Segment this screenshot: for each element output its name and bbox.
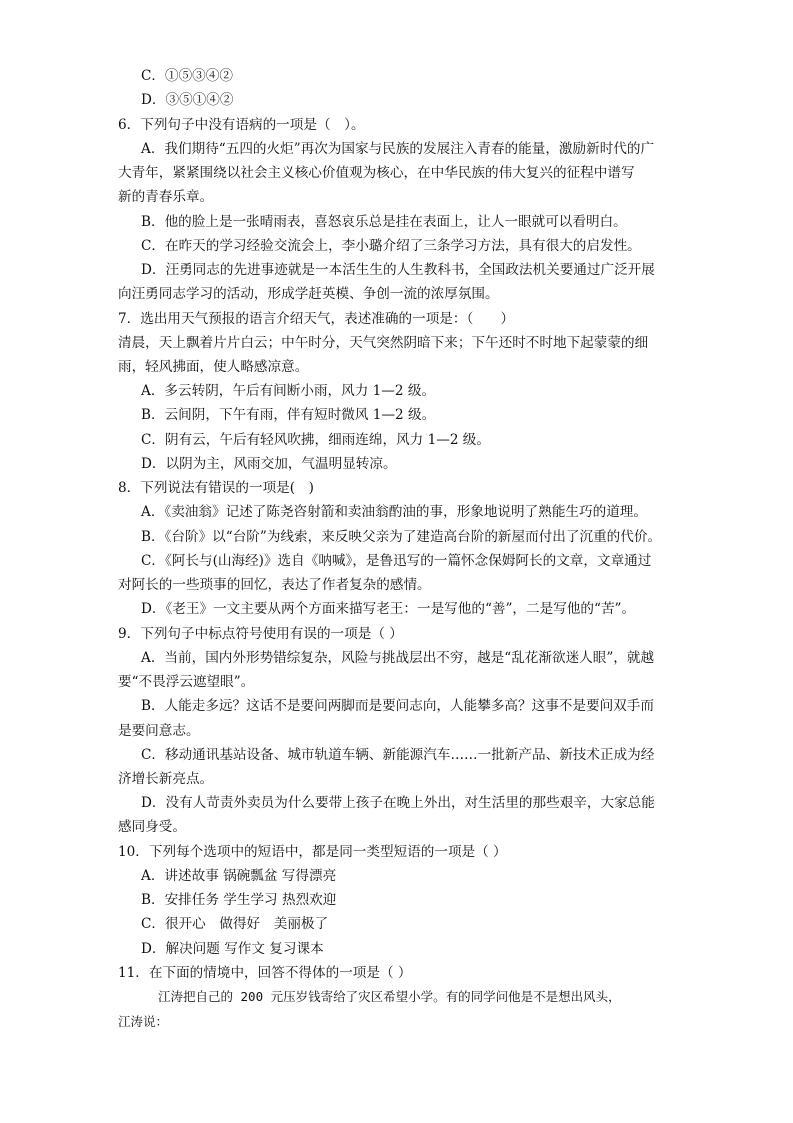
q11-scenario: 江涛把自己的 200 元压岁钱寄给了灾区希望小学。有的同学问他是不是想出风头， <box>158 989 621 1004</box>
question-7: 7．选出用天气预报的语言介绍天气，表述准确的一项是：（ ） <box>118 311 515 327</box>
q9-option-d-cont: 感同身受。 <box>118 819 186 835</box>
q9-option-a: A．当前，国内外形势错综复杂，风险与挑战层出不穷，越是“乱花渐欲迷人眼”，就越 <box>141 650 655 666</box>
q10-option-c: C．很开心 做得好 美丽极了 <box>141 916 329 932</box>
q6-option-c: C．在昨天的学习经验交流会上，李小璐介绍了三条学习方法，具有很大的启发性。 <box>141 238 641 254</box>
q10-option-d: D．解决问题 写作文 复习课本 <box>141 941 324 957</box>
q7-option-d: D．以阴为主，风雨交加，气温明显转凉。 <box>141 456 397 472</box>
q6-option-d: D．汪勇同志的先进事迹就是一本活生生的人生教科书，全国政法机关要通过广泛开展 <box>141 262 655 278</box>
question-8: 8．下列说法有错误的一项是( ) <box>118 480 314 496</box>
q8-option-c-cont: 对阿长的一些琐事的回忆，表达了作者复杂的感情。 <box>118 577 431 593</box>
q6-option-a: A．我们期待“五四的火炬”再次为国家与民族的发展注入青春的能量，激励新时代的广 <box>141 141 655 157</box>
q7-option-a: A．多云转阴，午后有间断小雨，风力 1—2 级。 <box>141 383 436 399</box>
question-6: 6．下列句子中没有语病的一项是（ ）。 <box>118 117 365 133</box>
q9-option-b-cont: 是要问意志。 <box>118 723 200 739</box>
q9-option-b: B．人能走多远？这话不是要问两脚而是要问志向，人能攀多高？这事不是要问双手而 <box>141 698 654 714</box>
q8-option-b: B．《台阶》以“台阶”为线索，来反映父亲为了建造高台阶的新屋而付出了沉重的代价。 <box>141 529 662 545</box>
question-10: 10．下列每个选项中的短语中，都是同一类型短语的一项是（ ） <box>118 844 507 860</box>
q9-option-c: C．移动通讯基站设备、城市轨道车辆、新能源汽车……一批新产品、新技术正成为经 <box>141 747 655 763</box>
q7-option-c: C．阴有云，午后有轻风吹拂，细雨连绵，风力 1—2 级。 <box>141 432 490 448</box>
q6-option-a-cont: 大青年，紧紧围绕以社会主义核心价值观为核心，在中华民族的伟大复兴的征程中谱写 <box>118 165 635 181</box>
q9-option-a-cont: 要“不畏浮云遮望眼”。 <box>118 674 255 690</box>
option-c-q5: C．①⑤③④② <box>141 68 233 84</box>
q8-option-c: C．《阿长与(山海经)》选自《呐喊》，是鲁迅写的一篇怀念保姆阿长的文章，文章通过 <box>141 553 652 569</box>
q7-passage-cont: 雨，轻风拂面，使人略感凉意。 <box>118 359 309 375</box>
option-d-q5: D．③⑤①④② <box>141 92 234 108</box>
q10-option-b: B．安排任务 学生学习 热烈欢迎 <box>141 892 337 908</box>
q9-option-c-cont: 济增长新亮点。 <box>118 771 214 787</box>
q7-passage: 清晨，天上飘着片片白云；中午时分，天气突然阴暗下来；下午还时不时地下起蒙蒙的细 <box>118 335 649 351</box>
q6-option-a-cont2: 新的青春乐章。 <box>118 189 214 205</box>
q6-option-d-cont: 向汪勇同志学习的活动，形成学赶英模、争创一流的浓厚氛围。 <box>118 286 499 302</box>
q6-option-b: B．他的脸上是一张晴雨表，喜怒哀乐总是挂在表面上，让人一眼就可以看明白。 <box>141 214 627 230</box>
q7-option-b: B．云间阴，下午有雨，伴有短时微风 1—2 级。 <box>141 407 436 423</box>
q8-option-d: D．《老王》一文主要从两个方面来描写老王：一是写他的“善”，二是写他的“苦”。 <box>141 601 636 617</box>
q8-option-a: A．《卖油翁》记述了陈尧咨射箭和卖油翁酌油的事，形象地说明了熟能生巧的道理。 <box>141 504 647 520</box>
q11-scenario-cont: 江涛说： <box>118 1014 169 1029</box>
q9-option-d: D．没有人苛责外卖员为什么要带上孩子在晚上外出，对生活里的那些艰辛，大家总能 <box>141 795 655 811</box>
question-9: 9．下列句子中标点符号使用有误的一项是（ ） <box>118 626 403 642</box>
q10-option-a: A．讲述故事 锅碗瓢盆 写得漂亮 <box>141 868 337 884</box>
question-11: 11．在下面的情境中，回答不得体的一项是（ ） <box>118 965 412 981</box>
